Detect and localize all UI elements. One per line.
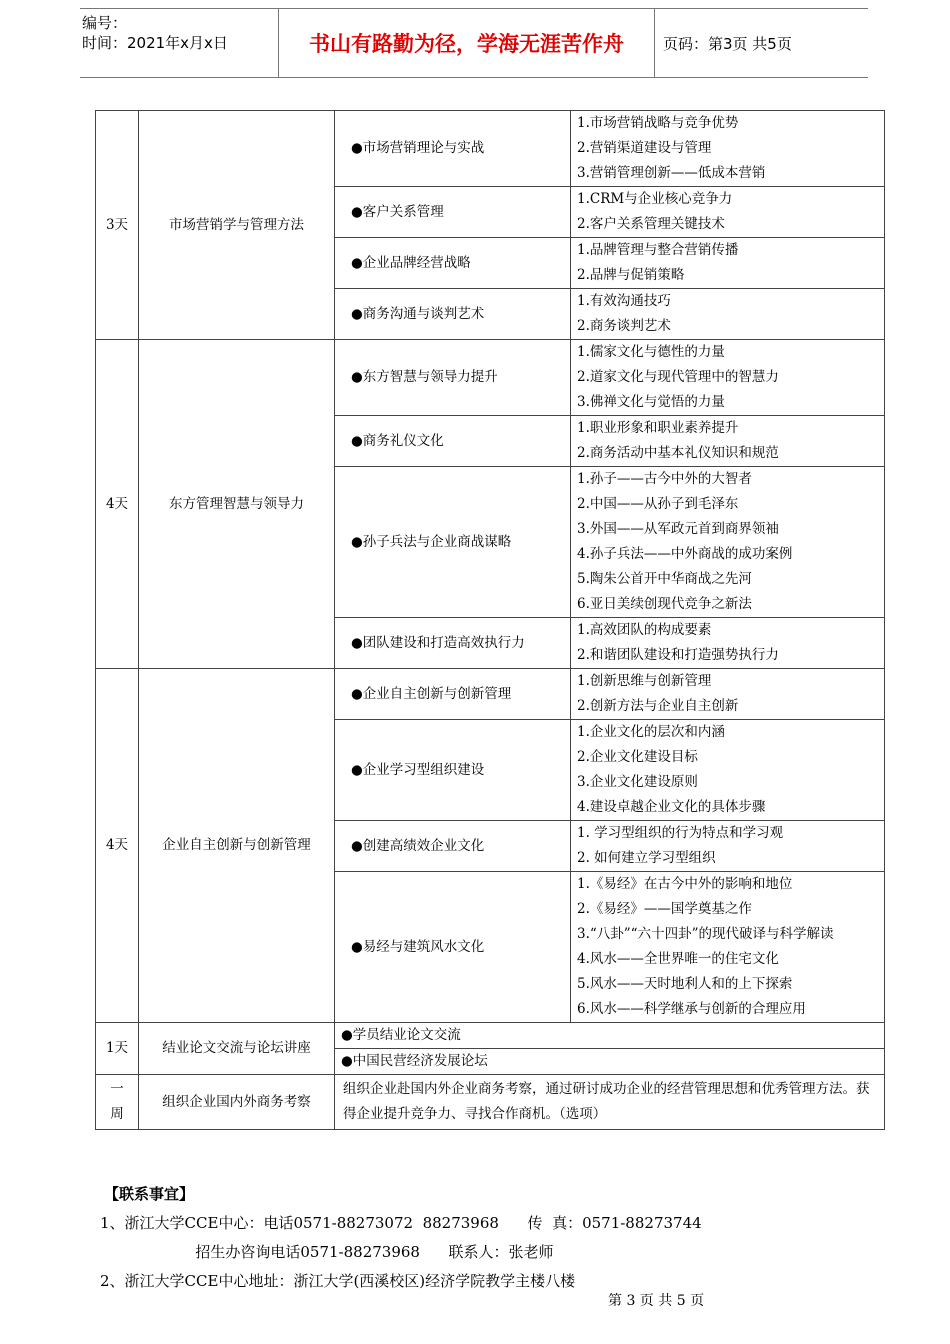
topic-details-cell — [571, 720, 885, 821]
topic-cell: ●商务沟通与谈判艺术 — [335, 289, 571, 340]
course-name-cell: 结业论文交流与论坛讲座 — [139, 1023, 335, 1075]
detail-item: 2.商务活动中基本礼仪知识和规范 — [577, 445, 779, 461]
detail-item: 6.亚日美续创现代竞争之新法 — [577, 596, 752, 612]
schedule-body — [96, 111, 885, 1130]
topic-cell: ●易经与建筑风水文化 — [335, 872, 571, 1023]
topic-cell: ●团队建设和打造高效执行力 — [335, 618, 571, 669]
topic-cell: ●企业学习型组织建设 — [335, 720, 571, 821]
detail-item: 2.和谐团队建设和打造强势执行力 — [577, 647, 779, 663]
detail-item: 1.品牌管理与整合营销传播 — [577, 242, 739, 258]
topic-details-cell — [571, 669, 885, 720]
day-count-cell: 4天 — [96, 340, 139, 669]
serial-label: 编号： — [82, 14, 128, 32]
forum-item-cell: ●学员结业论文交流 — [335, 1023, 885, 1049]
detail-item: 2.商务谈判艺术 — [577, 318, 671, 334]
detail-item: 2.品牌与促销策略 — [577, 267, 685, 283]
detail-item: 2.创新方法与企业自主创新 — [577, 698, 739, 714]
detail-item: 2.中国——从孙子到毛泽东 — [577, 496, 739, 512]
topic-details-cell — [571, 467, 885, 618]
contact-line-address: 2、浙江大学CCE中心地址：浙江大学(西溪校区)经济学院教学主楼八楼 — [100, 1272, 576, 1290]
detail-item: 1.市场营销战略与竞争优势 — [577, 115, 739, 131]
date-line: 时间：2021年x月x日 — [82, 34, 228, 52]
tour-description-cell: 组织企业赴国内外企业商务考察，通过研讨成功企业的经营管理思想和优秀管理方法。获得企业提升竞争力、寻找合作商机。（选项） — [335, 1075, 885, 1130]
day-count-cell: 3天 — [96, 111, 139, 340]
course-schedule-table — [95, 110, 885, 1130]
detail-item: 4.建设卓越企业文化的具体步骤 — [577, 799, 766, 815]
detail-item: 1.高效团队的构成要素 — [577, 622, 712, 638]
topic-details-cell — [571, 416, 885, 467]
header-meta — [80, 9, 279, 77]
topic-cell: ●东方智慧与领导力提升 — [335, 340, 571, 416]
detail-item: 2.道家文化与现代管理中的智慧力 — [577, 369, 779, 385]
topic-cell: ●商务礼仪文化 — [335, 416, 571, 467]
detail-item: 5.陶朱公首开中华商战之先河 — [577, 571, 752, 587]
contact-line-phone: 1、浙江大学CCE中心：电话0571-88273072 88273968 传 真：0571-88273744 — [100, 1214, 702, 1232]
header-page-info: 页码：第3页 共5页 — [663, 34, 792, 53]
topic-details-cell — [571, 618, 885, 669]
topic-cell: ●企业品牌经营战略 — [335, 238, 571, 289]
topic-details-cell — [571, 340, 885, 416]
detail-item: 4.风水——全世界唯一的住宅文化 — [577, 951, 779, 967]
detail-item: 1.儒家文化与德性的力量 — [577, 344, 725, 360]
detail-item: 1.创新思维与创新管理 — [577, 673, 712, 689]
schedule-row — [96, 340, 885, 416]
detail-item: 2.《易经》——国学奠基之作 — [577, 901, 752, 917]
header-motto: 书山有路勤为径，学海无涯苦作舟 — [279, 9, 655, 77]
topic-details-cell — [571, 821, 885, 872]
detail-item: 5.风水——天时地利人和的上下探索 — [577, 976, 793, 992]
detail-item: 1.有效沟通技巧 — [577, 293, 671, 309]
course-name-cell: 市场营销学与管理方法 — [139, 111, 335, 340]
detail-item: 2.客户关系管理关键技术 — [577, 216, 725, 232]
topic-cell: ●创建高绩效企业文化 — [335, 821, 571, 872]
topic-details-cell — [571, 289, 885, 340]
detail-item: 1.《易经》在古今中外的影响和地位 — [577, 876, 793, 892]
detail-item: 2.企业文化建设目标 — [577, 749, 698, 765]
detail-item: 4.孙子兵法——中外商战的成功案例 — [577, 546, 793, 562]
topic-cell: ●企业自主创新与创新管理 — [335, 669, 571, 720]
day-count-cell: 4天 — [96, 669, 139, 1023]
page-header — [80, 8, 868, 78]
schedule-row — [96, 669, 885, 720]
schedule-row — [96, 1075, 885, 1130]
topic-cell: ●市场营销理论与实战 — [335, 111, 571, 187]
detail-item: 3.企业文化建设原则 — [577, 774, 698, 790]
schedule-row — [96, 1023, 885, 1049]
contact-line-admissions: 招生办咨询电话0571-88273968 联系人：张老师 — [100, 1243, 554, 1261]
forum-item-cell: ●中国民营经济发展论坛 — [335, 1049, 885, 1075]
detail-item: 3.外国——从军政元首到商界领袖 — [577, 521, 779, 537]
day-bottom-char: 周 — [110, 1106, 124, 1122]
course-name-cell: 企业自主创新与创新管理 — [139, 669, 335, 1023]
detail-item: 1.职业形象和职业素养提升 — [577, 420, 739, 436]
course-name-cell: 东方管理智慧与领导力 — [139, 340, 335, 669]
day-top-char: 一 — [110, 1081, 124, 1097]
topic-details-cell — [571, 111, 885, 187]
detail-item: 2.营销渠道建设与管理 — [577, 140, 712, 156]
detail-item: 3.“八卦”“六十四卦”的现代破译与科学解读 — [577, 926, 834, 942]
detail-item: 3.佛禅文化与觉悟的力量 — [577, 394, 725, 410]
page-footer: 第 3 页 共 5 页 — [608, 1293, 705, 1309]
detail-item: 1.企业文化的层次和内涵 — [577, 724, 725, 740]
contact-section — [100, 1180, 900, 1296]
topic-details-cell — [571, 872, 885, 1023]
detail-item: 2. 如何建立学习型组织 — [577, 850, 716, 866]
course-name-cell: 组织企业国内外商务考察 — [139, 1075, 335, 1130]
detail-item: 1.CRM与企业核心竞争力 — [577, 191, 733, 207]
detail-item: 1.孙子——古今中外的大智者 — [577, 471, 752, 487]
day-count-cell — [96, 1075, 139, 1130]
topic-cell: ●客户关系管理 — [335, 187, 571, 238]
schedule-row — [96, 111, 885, 187]
contact-title: 【联系事宜】 — [104, 1185, 195, 1203]
topic-cell: ●孙子兵法与企业商战谋略 — [335, 467, 571, 618]
topic-details-cell — [571, 238, 885, 289]
topic-details-cell — [571, 187, 885, 238]
detail-item: 3.营销管理创新——低成本营销 — [577, 165, 766, 181]
detail-item: 6.风水——科学继承与创新的合理应用 — [577, 1001, 806, 1017]
detail-item: 1. 学习型组织的行为特点和学习观 — [577, 825, 784, 841]
day-count-cell: 1天 — [96, 1023, 139, 1075]
